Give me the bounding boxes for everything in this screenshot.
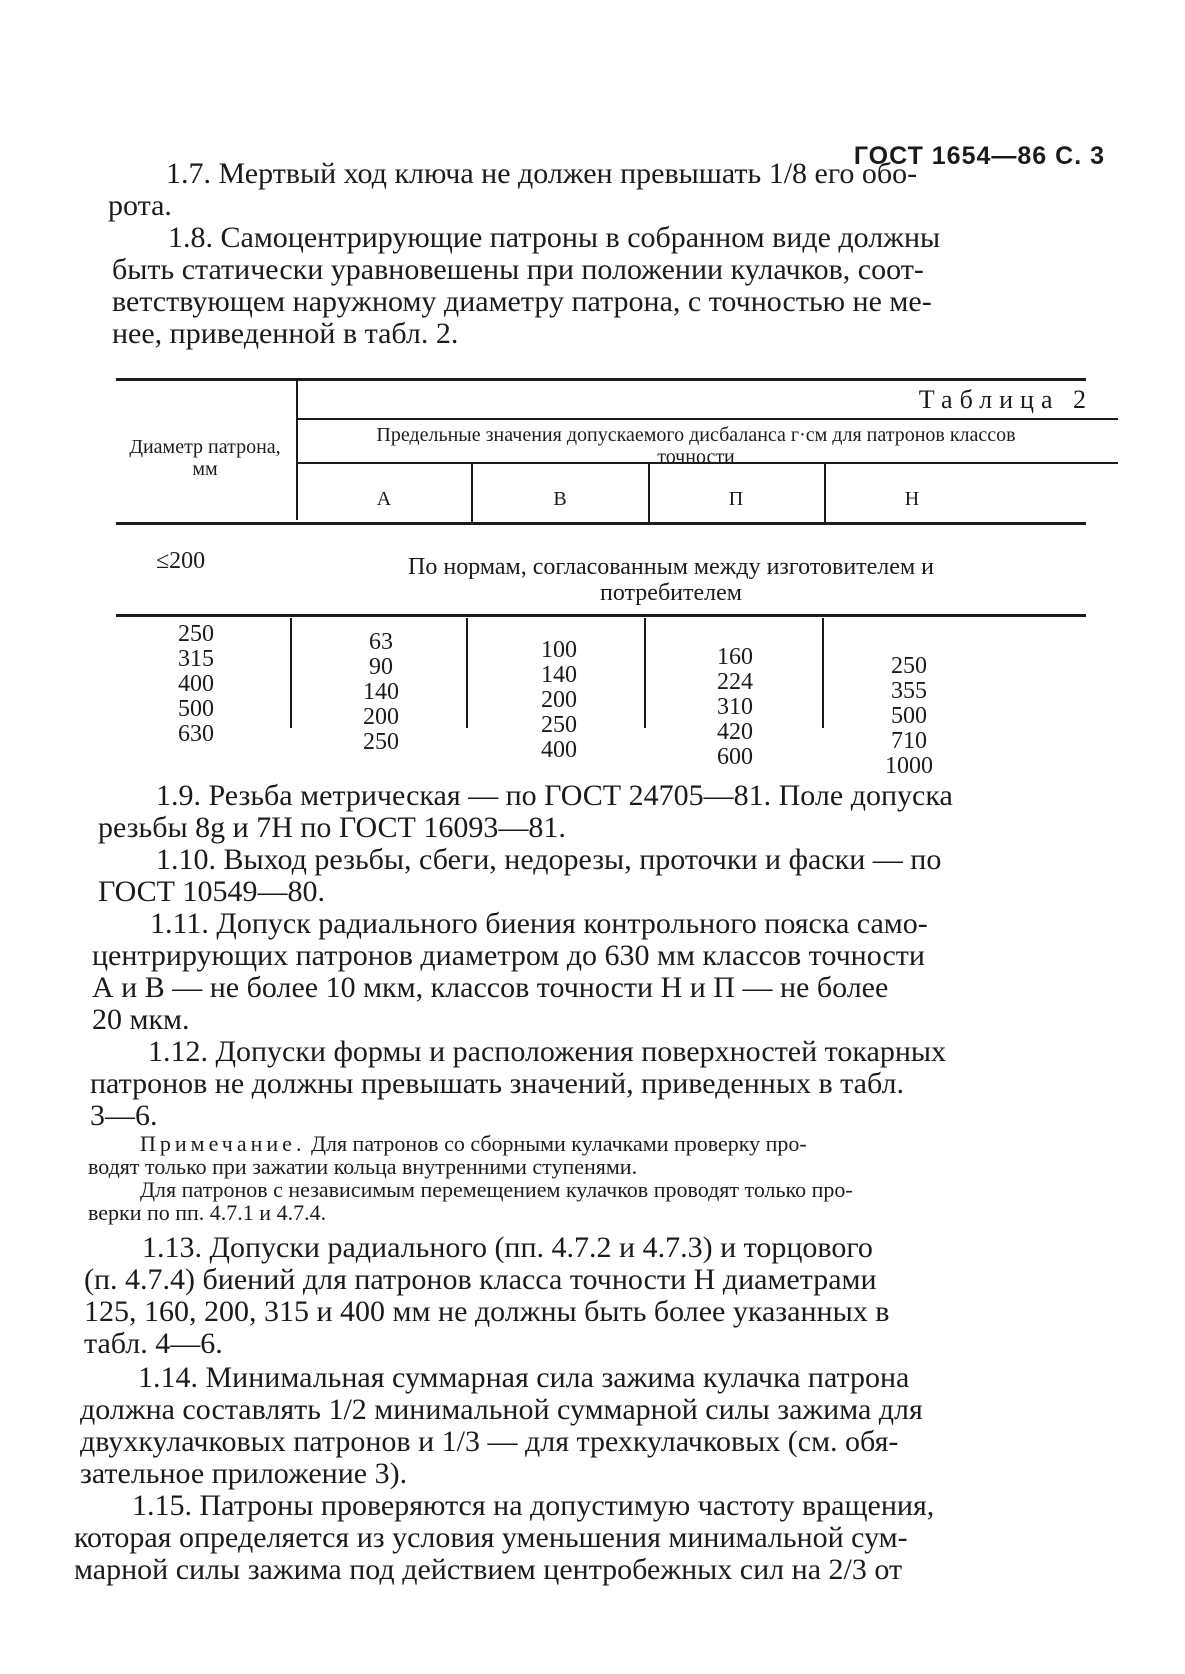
header-bottom-rule (116, 522, 1086, 525)
text-line: быть статически уравновешены при положении кулачков, соот- (112, 253, 924, 286)
text-line: центрирующих патронов диаметром до 630 мм классов точности (92, 939, 925, 972)
cell-value: 140 (541, 662, 577, 688)
cell-value: 250 (891, 653, 927, 679)
text-line: которая определяется из условия уменьшения минимальной сум- (74, 1521, 908, 1554)
class-b-column (494, 638, 624, 763)
cell-value: 1000 (885, 753, 933, 779)
diameter-small: ≤200 (156, 548, 206, 574)
agreed-norms-text: По нормам, согласованным между изготовителем и потребителем (408, 554, 934, 606)
class-a-column (316, 630, 446, 755)
class-header-b: В (553, 488, 567, 510)
cell-value: 310 (717, 694, 753, 720)
text-line: 1.15. Патроны проверяются на допустимую частоту вращения, (132, 1489, 935, 1522)
text-line: марной силы зажима под действием центробежных сил на 2/3 от (74, 1553, 903, 1586)
note-text: Для патронов со сборными кулачками проверку про- (310, 1131, 807, 1156)
cell-value: 224 (717, 669, 753, 695)
text-line: А и В — не более 10 мкм, классов точности Н и П — не более (92, 971, 889, 1004)
table-vline (644, 618, 646, 728)
text-line: 125, 160, 200, 315 и 400 мм не должны быть более указанных в (84, 1295, 890, 1328)
header-group: Предельные значения допускаемого дисбаланса г·см для патронов классов точности (376, 424, 1016, 468)
class-header-n: Н (904, 488, 920, 510)
cell-value: 355 (891, 678, 927, 704)
paragraph-1-10 (0, 844, 1185, 908)
text-line: (п. 4.7.4) биений для патронов класса точности Н диаметрами (84, 1263, 877, 1296)
page-header: ГОСТ 1654—86 С. 3 (853, 142, 1105, 170)
cell-value: 710 (891, 728, 927, 754)
table-vline (466, 618, 468, 728)
cell-value: 315 (178, 646, 214, 672)
text-line: ГОСТ 10549—80. (98, 875, 325, 908)
cell-value: 90 (369, 654, 393, 680)
group-rule (298, 462, 1118, 464)
paragraph-1-13 (0, 1232, 1185, 1360)
paragraph-1-9 (0, 780, 1185, 844)
cell-value: 250 (541, 712, 577, 738)
cell-value: 500 (178, 696, 214, 722)
class-n-column (844, 654, 974, 779)
text-line: рота. (108, 189, 172, 222)
cell-value: 250 (363, 729, 399, 755)
cell-value: 200 (541, 687, 577, 713)
text-line: нее, приведенной в табл. 2. (112, 317, 459, 350)
paragraph-1-14 (0, 1362, 1185, 1490)
text-line: зательное приложение 3). (80, 1457, 408, 1490)
text-line: 20 мкм. (92, 1003, 190, 1036)
paragraph-1-15 (0, 1490, 1185, 1586)
text-line: Для патронов с независимым перемещением кулачков проводят только про- (140, 1177, 853, 1202)
text-line: 1.8. Самоцентрирующие патроны в собранном виде должны (168, 221, 941, 254)
cell-value: 400 (541, 737, 577, 763)
class-header-p: П (728, 488, 744, 510)
text-line: 1.11. Допуск радиального биения контрольного пояска само- (150, 907, 928, 940)
cell-value: 420 (717, 719, 753, 745)
cell-value: 500 (891, 703, 927, 729)
text-line (88, 1132, 1035, 1155)
paragraph-1-11 (0, 908, 1185, 1036)
table-vline (822, 618, 824, 728)
note-label: Примечание. (140, 1131, 306, 1156)
text-line: патронов не должны превышать значений, приведенных в табл. (90, 1067, 904, 1100)
small-row-rule (116, 614, 1086, 617)
text-line: верки по пп. 4.7.1 и 4.7.4. (88, 1200, 327, 1225)
text-line: должна составлять 1/2 минимальной суммарной силы зажима для (80, 1393, 923, 1426)
cell-value: 140 (363, 679, 399, 705)
table-2 (116, 378, 1086, 788)
text-line: 1.13. Допуски радиального (пп. 4.7.2 и 4.7.3) и торцового (142, 1231, 873, 1264)
cell-value: 250 (178, 621, 214, 647)
diameters-column (146, 622, 246, 747)
text-line: 1.14. Минимальная суммарная сила зажима кулачка патрона (138, 1361, 910, 1394)
text-line: 1.9. Резьба метрическая — по ГОСТ 24705—81. Поле допуска (156, 779, 953, 812)
cell-value: 100 (541, 637, 577, 663)
paragraph-1-12 (0, 1036, 1185, 1132)
text-line: 3—6. (90, 1099, 158, 1132)
text-line: 1.12. Допуски формы и расположения поверхностей токарных (148, 1035, 947, 1068)
caption-rule (298, 418, 1118, 420)
cell-value: 600 (717, 744, 753, 770)
text-line: ветствующем наружному диаметру патрона, с точностью не ме- (112, 285, 932, 318)
cell-value: 200 (363, 704, 399, 730)
table-vline (290, 618, 292, 728)
text-line: резьбы 8g и 7H по ГОСТ 16093—81. (98, 811, 566, 844)
text-line: 1.10. Выход резьбы, сбеги, недорезы, проточки и фаски — по (156, 843, 942, 876)
paragraph-1-7 (0, 158, 1185, 222)
paragraph-1-8 (0, 222, 1185, 350)
class-header-a: А (376, 488, 392, 510)
header-diameter: Диаметр патрона, мм (129, 436, 281, 480)
cell-value: 630 (178, 721, 214, 747)
text-line: двухкулачковых патронов и 1/3 — для трехкулачковых (см. обя- (80, 1425, 899, 1458)
class-p-column (670, 645, 800, 770)
note (0, 1132, 1185, 1224)
table-top-rule (116, 378, 1086, 381)
text-line: 1.7. Мертвый ход ключа не должен превышать 1/8 его обо- (166, 157, 918, 190)
text-line: водят только при зажатии кольца внутренними ступенями. (88, 1154, 638, 1179)
text-line: табл. 4—6. (84, 1327, 223, 1360)
cell-value: 160 (717, 644, 753, 670)
table-caption: Таблица 2 (918, 385, 1093, 414)
cell-value: 400 (178, 671, 214, 697)
cell-value: 63 (369, 629, 393, 655)
